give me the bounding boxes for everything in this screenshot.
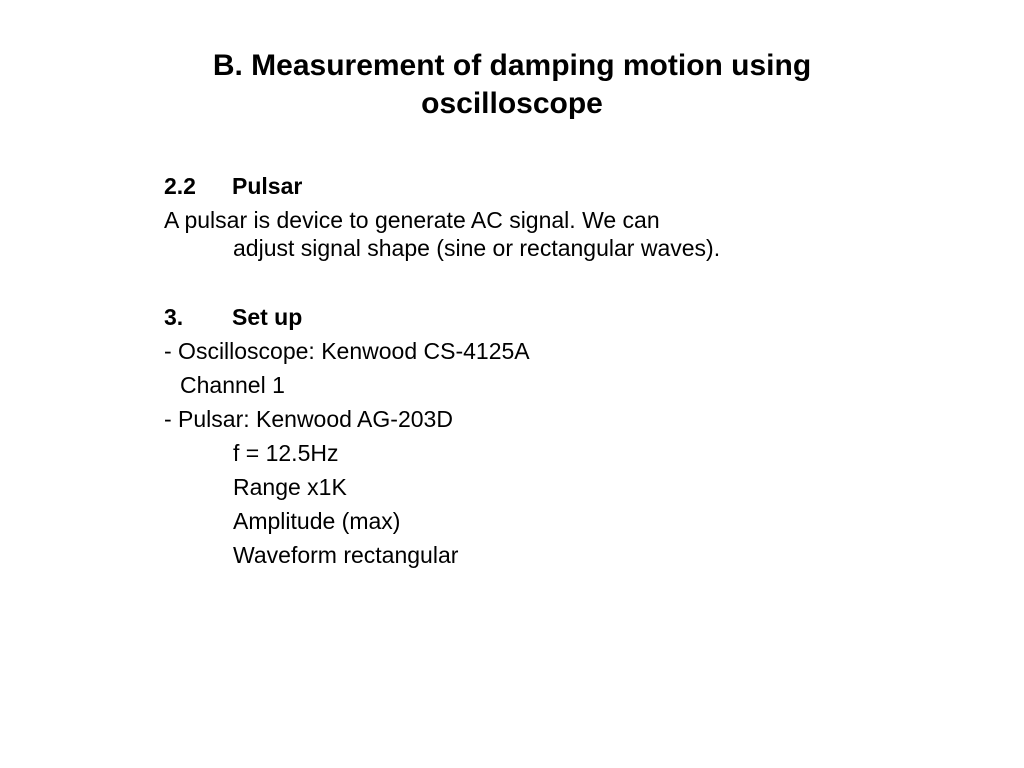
setup-setting-frequency: f = 12.5Hz xyxy=(233,440,339,466)
setup-setting-amplitude: Amplitude (max) xyxy=(233,508,401,534)
slide-title xyxy=(0,47,1024,123)
setup-section-number: 3. xyxy=(164,304,184,330)
setup-setting-waveform: Waveform rectangular xyxy=(233,542,459,568)
pulsar-section-number: 2.2 xyxy=(164,173,196,199)
pulsar-heading xyxy=(164,172,302,200)
setup-channel: Channel 1 xyxy=(180,372,285,398)
setup-pulsar: - Pulsar: Kenwood AG-203D xyxy=(164,406,453,432)
pulsar-description-line-2: adjust signal shape (sine or rectangular waves). xyxy=(233,235,721,261)
setup-oscilloscope: - Oscilloscope: Kenwood CS-4125A xyxy=(164,338,530,364)
pulsar-section-title: Pulsar xyxy=(232,173,303,199)
pulsar-description-line-1: A pulsar is device to generate AC signal. We can xyxy=(164,207,660,233)
setup-section-title: Set up xyxy=(232,304,303,330)
setup-heading xyxy=(164,303,302,331)
slide-title-line-1: B. Measurement of damping motion using xyxy=(212,49,812,82)
setup-setting-range: Range x1K xyxy=(233,474,347,500)
slide-title-line-2: oscilloscope xyxy=(421,87,603,120)
